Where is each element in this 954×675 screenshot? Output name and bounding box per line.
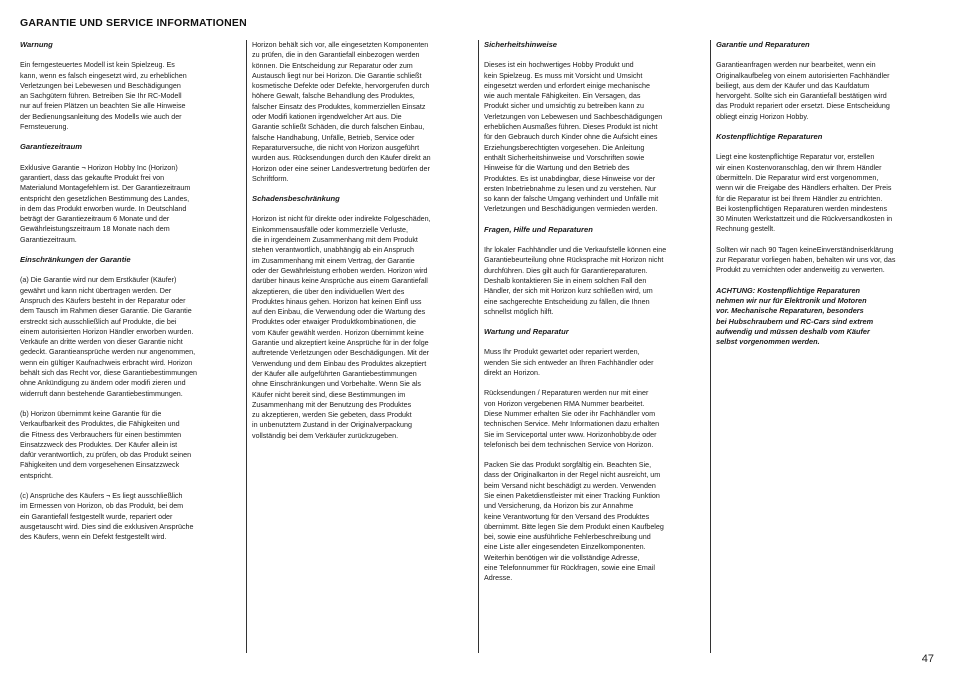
paragraph-garantie-fortsetzung: Horizon behält sich vor, alle eingesetzten Komponenten zu prüfen, die in den Garantiefall einbezogen werden können. Die Entscheidung zur Reparatur oder zum Austausch liegt nur bei Horizon. Die Garantie schließt kosmetische Defekte oder Defekte, hervorgerufen durch höhere Gewalt, falsche Behandlung des Produktes, falscher Einsatz des Produktes, kommerziellen Einsatz oder Modifi kationen irgendwelcher Art aus. Die Garantie schließt Schäden, die durch falschen Einbau, falsche Handhabung, Unfälle, Betrieb, Service oder Reparaturversuche, die nicht von Horizon ausgeführt wurden aus. Rücksendungen durch den Käufer direkt an Horizon oder eine seiner Landesvertretung bedürfen der Schriftform. [252,41,431,183]
section-heading-fragen-hilfe: Fragen, Hilfe und Reparaturen [484,224,593,234]
paragraph-wartung-1: Muss Ihr Produkt gewartet oder repariert werden, wenden Sie sich entweder an Ihren Fachhändler oder direkt an Horizon. [484,348,654,378]
paragraph-einschraenkung-c: (c) Ansprüche des Käufers ¬ Es liegt ausschließlich im Ermessen von Horizon, ob das Produkt, bei dem ein Garantiefall festgestellt wurde, repariert oder ausgetauscht wird. Dies sind die exklusiven Ansprüche des Käufers, wenn ein Defekt festgestellt wird. [20,491,194,542]
section-heading-schadensbeschraenkung: Schadensbeschränkung [252,194,340,204]
section-heading-garantiezeitraum: Garantiezeitraum [20,142,83,152]
paragraph-warnung: Ein ferngesteuertes Modell ist kein Spielzeug. Es kann, wenn es falsch eingesetzt wird, zu erheblichen Verletzungen bei Lebewesen und Beschädigungen an Sachgütern führen. Betreiben Sie Ihr RC-Modell nur auf freien Plätzen un beachten Sie alle Hinweise der Bedienungsanleitung des Modells wie auch der Fernsteuerung. [20,61,187,132]
paragraph-schadensbeschraenkung: Horizon ist nicht für direkte oder indirekte Folgeschäden, Einkommensausfälle oder kommerzielle Verluste, die in irgendeinem Zusammenhang mit dem Produkt stehen verantwortlich, unabhängig ab ein Anspruch im Zusammenhang mit einem Vertrag, der Garantie oder der Gewährleistung erhoben werden. Horizon wird darüber hinaus keine Ansprüche aus einem Garantiefall akzeptieren, die über den individuellen Wert des Produktes hinaus gehen. Horizon hat keinen Einfl uss auf den Einbau, die Verwendung oder die Wartung des Produktes oder etwaiger Produktkombinationen, die vom Käufer gewählt werden. Horizon übernimmt keine Garantie und akzeptiert keine Ansprüche für in der folge auftretende Verletzungen oder Beschädigungen. Mit der Verwendung und dem Einbau des Produktes akzeptiert der Käufer alle aufgeführten Garantiebestimmungen ohne Einschränkungen und Vorbehalte. Wenn Sie als Käufer nicht bereit sind, diese Bestimmungen im Zusammenhang mit der Benutzung des Produktes zu akzeptieren, werden Sie gebeten, dass Produkt in unbenutztem Zustand in der Originalverpackung vollständig bei dem Verkäufer zurückzugeben. [252,215,431,440]
section-heading-einschraenkungen: Einschränkungen der Garantie [20,255,131,265]
paragraph-wartung-2: Rücksendungen / Reparaturen werden nur mit einer von Horizon vergebenen RMA Nummer bearbeitet. Diese Nummer erhalten Sie oder ihr Fachhändler vom technischen Service. Mehr Informationen dazu erhalten Sie im Serviceportal unter www. Horizonhobby.de oder telefonisch bei dem technischen Service von Horizon. [484,389,660,449]
paragraph-einschraenkung-a: (a) Die Garantie wird nur dem Erstkäufer (Käufer) gewährt und kann nicht übertragen werden. Der Anspruch des Käufers besteht in der Reparatur oder dem Tausch im Rahmen dieser Garantie. Die Garantie erstreckt sich ausschließlich auf Produkte, die bei einem autorisierten Horizon Händler erworben wurden. Verkäufe an dritte werden von dieser Garantie nicht gedeckt. Garantieansprüche werden nur angenommen, wenn ein gültiger Kaufnachweis erbracht wird. Horizon behält sich das Recht vor, diese Garantiebestimmungen ohne Ankündigung zu ändern oder modifi zieren und widerruft dann bestehende Garantiebestimmungen. [20,276,198,398]
section-heading-wartung: Wartung und Reparatur [484,327,569,337]
warning-note-achtung: ACHTUNG: Kostenpflichtige Reparaturen nehmen wir nur für Elektronik und Motoren vor. Mechanische Reparaturen, besonders bei Hubschraubern und RC-Cars sind extrem aufwendig und müssen deshalb vom Käufer selbst vorgenommen werden. [716,285,874,347]
section-heading-kostenpflichtige-reparaturen: Kostenpflichtige Reparaturen [716,132,823,142]
paragraph-fragen-hilfe: Ihr lokaler Fachhändler und die Verkaufstelle können eine Garantiebeurteilung ohne Rücksprache mit Horizon nicht durchführen. Dies gilt auch für Garantiereparaturen. Deshalb kontaktieren Sie in einem solchen Fall den Händler, der sich mit Horizon kurz schließen wird, um eine sachgerechte Entscheidung zu fällen, die Ihnen schnellst möglich hilft. [484,246,667,316]
paragraph-wartung-3: Packen Sie das Produkt sorgfältig ein. Beachten Sie, dass der Originalkarton in der Regel nicht ausreicht, um beim Versand nicht beschädigt zu werden. Verwenden Sie einen Paketdienstleister mit einer Tracking Funktion und Versicherung, da Horizon bis zur Annahme keine Verantwortung für den Versand des Produktes übernimmt. Bitte legen Sie dem Produkt einen Kaufbeleg bei, sowie eine ausführliche Fehlerbeschreibung und eine Liste aller eingesendeten Einzelkomponenten. Weiterhin benötigen wir die vollständige Adresse, eine Telefonnummer für Rückfragen, sowie eine Email Adresse. [484,461,664,583]
paragraph-garantie-reparaturen: Garantieanfragen werden nur bearbeitet, wenn ein Originalkaufbeleg von einem autorisierten Fachhändler beiliegt, aus dem der Käufer und das Kaufdatum hervorgeht. Sollte sich ein Garantiefall bestätigen wird das Produkt repariert oder ersetzt. Diese Entscheidung obliegt einzig Horizon Hobby. [716,61,890,121]
page-title: GARANTIE UND SERVICE INFORMATIONEN [20,17,247,29]
column-divider [246,40,247,653]
paragraph-kostenpflichtig-1: Liegt eine kostenpflichtige Reparatur vor, erstellen wir einen Kostenvoranschlag, den wir Ihrem Händler übermitteln. Die Reparatur wird erst vorgenommen, wenn wir die Freigabe des Händlers erhalten. Der Preis für die Reparatur ist bei Ihrem Händler zu entrichten. Bei kostenpflichtigen Reparaturen werden mindestens 30 Minuten Werkstattzeit und die Rückversandkosten in Rechnung gestellt. [716,153,893,234]
column-2 [252,40,470,451]
paragraph-garantiezeitraum: Exklusive Garantie ¬ Horizon Hobby Inc (Horizon) garantiert, dass das gekaufte Produkt frei von Materialund Montagefehlern ist. Der Garantiezeitraum entspricht den gesetzlichen Bestimmung des Landes, in dem das Produkt erworben wurde. In Deutschland beträgt der Garantiezeitraum 6 Monate und der Gewährleistungszeitraum 18 Monate nach dem Garantiezeitraum. [20,163,191,244]
column-divider [710,40,711,653]
column-1 [20,40,238,552]
column-3 [484,40,702,594]
column-divider [478,40,479,653]
section-heading-warnung: Warnung [20,40,53,49]
column-4 [716,40,934,347]
section-heading-sicherheitshinweise: Sicherheitshinweise [484,40,558,49]
paragraph-einschraenkung-b: (b) Horizon übernimmt keine Garantie für die Verkaufbarkeit des Produktes, die Fähigkeiten und die Fitness des Verbrauchers für einen bestimmten Einsatzzweck des Produktes. Der Käufer allein ist dafür verantwortlich, zu prüfen, ob das Produkt seinen Fähigkeiten und dem vorgesehenen Einsatzzweck entspricht. [20,409,192,480]
page-number: 47 [921,653,934,665]
paragraph-kostenpflichtig-2: Sollten wir nach 90 Tagen keineEinverständniserklärung zur Reparatur vorliegen haben, behalten wir uns vor, das Produkt zu vernichten oder anderweitig zu verwerten. [716,245,896,275]
paragraph-sicherheitshinweise: Dieses ist ein hochwertiges Hobby Produkt und kein Spielzeug. Es muss mit Vorsicht und Umsicht eingesetzt werden und erfordert einige mechanische wie auch mentale Fähigkeiten. Ein Versagen, das Produkt sicher und umsichtig zu betreiben kann zu Verletzungen von Lebewesen und Sachbeschädigungen erheblichen Ausmaßes führen. Dieses Produkt ist nicht für den Gebrauch durch Kinder ohne die Aufsicht eines Erziehungsberechtigten vorgesehen. Die Anleitung enthält Sicherheitshinweise und Vorschriften sowie Hinweise für die Wartung und den Betrieb des Produktes. Es ist unabdingbar, diese Hinweise vor der ersten Inbetriebnahme zu lesen und zu verstehen. Nur so kann der falsche Umgang verhindert und Unfälle mit Verletzungen und Beschädigungen vermieden werden. [484,61,663,214]
section-heading-garantie-reparaturen: Garantie und Reparaturen [716,40,810,49]
